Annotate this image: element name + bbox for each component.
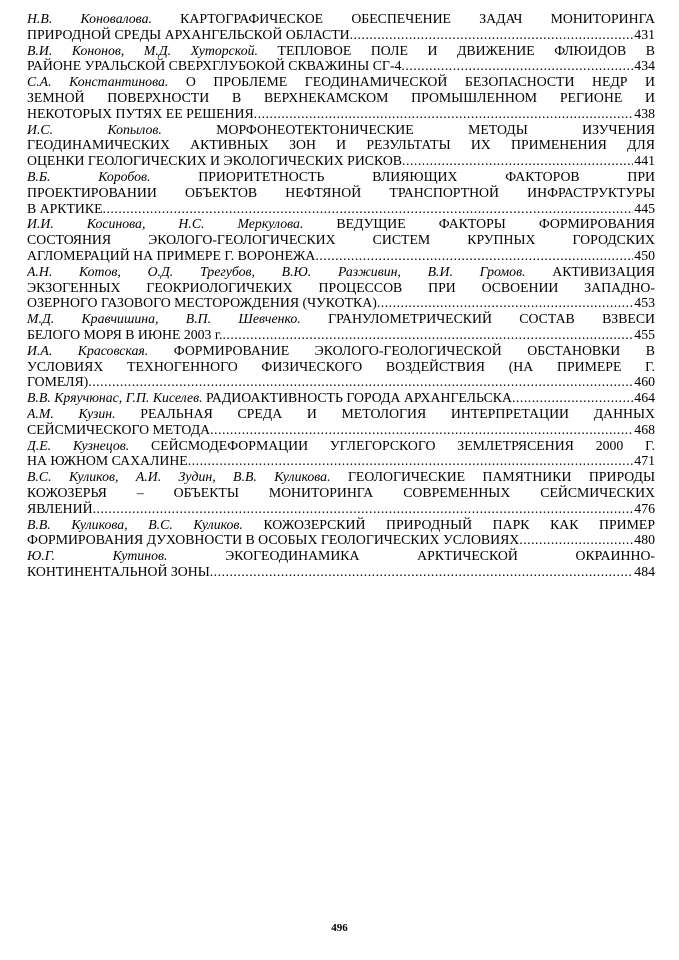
toc-entry-text bbox=[27, 248, 315, 264]
toc-entry-line bbox=[27, 485, 655, 501]
toc-entry bbox=[27, 517, 655, 549]
toc-entry-title: КОЖОЗЕРСКИЙ ПРИРОДНЫЙ ПАРК КАК ПРИМЕР bbox=[242, 516, 655, 532]
toc-entry-line bbox=[27, 548, 655, 564]
toc-entry-authors: В.В. Куликова, В.С. Куликов. bbox=[27, 516, 243, 532]
toc-entry-text bbox=[27, 564, 210, 580]
toc-entry-text bbox=[27, 327, 222, 343]
toc-entry-line bbox=[27, 453, 655, 469]
toc-leader-dots bbox=[377, 295, 633, 311]
toc-entry bbox=[27, 216, 655, 263]
toc-entry-title: ЯВЛЕНИЙ bbox=[27, 500, 93, 516]
toc-entry-title: СОСТОЯНИЯ ЭКОЛОГО-ГЕОЛОГИЧЕСКИХ СИСТЕМ КРУПНЫХ ГОРОДСКИХ bbox=[27, 232, 655, 248]
toc-entry-line bbox=[27, 422, 655, 438]
toc-entry-line bbox=[27, 122, 655, 138]
toc-entry-title: КОЖОЗЕРЬЯ – ОБЪЕКТЫ МОНИТОРИНГА СОВРЕМЕННЫХ СЕЙСМИЧЕСКИХ bbox=[27, 484, 655, 500]
toc-entry-line bbox=[27, 359, 655, 375]
toc-page-number: 445 bbox=[634, 200, 655, 216]
toc-entry-text bbox=[27, 201, 103, 217]
toc-leader-dots bbox=[519, 532, 633, 548]
toc-entry bbox=[27, 122, 655, 169]
toc-entry-authors: А.Н. Котов, О.Д. Трегубов, В.Ю. Разживин, В.И. Громов. bbox=[27, 263, 526, 279]
toc-page-number: 484 bbox=[634, 563, 655, 579]
toc-entry-line bbox=[27, 390, 655, 406]
toc-entry-title: ПРИОРИТЕТНОСТЬ ВЛИЯЮЩИХ ФАКТОРОВ ПРИ bbox=[150, 168, 655, 184]
toc-entry-title: ТЕПЛОВОЕ ПОЛЕ И ДВИЖЕНИЕ ФЛЮИДОВ В bbox=[257, 42, 655, 58]
toc-page-number: 464 bbox=[634, 390, 655, 406]
toc-page-number: 468 bbox=[634, 421, 655, 437]
toc-page-number: 453 bbox=[634, 295, 655, 311]
toc-entry-authors: С.А. Константинова. bbox=[27, 74, 169, 90]
toc-leader-dots bbox=[402, 153, 633, 169]
toc-entry bbox=[27, 343, 655, 390]
toc-entry-title: РАЙОНЕ УРАЛЬСКОЙ СВЕРХГЛУБОКОЙ СКВАЖИНЫ СГ-4 bbox=[27, 58, 402, 74]
toc-leader-dots bbox=[254, 106, 634, 122]
toc-entry-title: ЭКОГЕОДИНАМИКА АРКТИЧЕСКОЙ ОКРАИННО- bbox=[167, 548, 655, 564]
toc-leader-dots bbox=[315, 248, 633, 264]
toc-entry bbox=[27, 43, 655, 75]
toc-entry-title: ОЗЕРНОГО ГАЗОВОГО МЕСТОРОЖДЕНИЯ (ЧУКОТКА) bbox=[27, 295, 377, 311]
toc-entry-line bbox=[27, 137, 655, 153]
toc-entry-line bbox=[27, 232, 655, 248]
toc-entry-title: ГРАНУЛОМЕТРИЧЕСКИЙ СОСТАВ ВЗВЕСИ bbox=[300, 311, 655, 327]
toc-entry-line bbox=[27, 343, 655, 359]
toc-entry-title: УСЛОВИЯХ ТЕХНОГЕННОГО ФИЗИЧЕСКОГО ВОЗДЕЙСТВИЯ (НА ПРИМЕРЕ Г. bbox=[27, 358, 655, 374]
toc-entry-authors: В.С. Куликов, А.И. Зудин, В.В. Куликова. bbox=[27, 469, 331, 485]
toc-entry-authors: М.Д. Кравчишина, В.П. Шевченко. bbox=[27, 311, 301, 327]
toc-entry-title: В АРКТИКЕ bbox=[27, 200, 103, 216]
toc-page-number: 455 bbox=[634, 326, 655, 342]
toc-entry-title: ГОМЕЛЯ) bbox=[27, 374, 89, 390]
toc-entry bbox=[27, 469, 655, 516]
toc-entry-title: СЕЙСМОДЕФОРМАЦИИ УГЛЕГОРСКОГО ЗЕМЛЕТРЯСЕНИЯ 2000 Г. bbox=[129, 437, 655, 453]
toc-entry-authors: В.В. Кряучюнас, Г.П. Киселев. bbox=[27, 390, 203, 406]
toc-entry-line bbox=[27, 532, 655, 548]
toc-entry-text bbox=[27, 390, 512, 406]
toc-entry-line bbox=[27, 374, 655, 390]
toc-entry-authors: В.Б. Коробов. bbox=[27, 168, 151, 184]
toc-entry-title: РЕАЛЬНАЯ СРЕДА И МЕТОЛОГИЯ ИНТЕРПРЕТАЦИИ ДАННЫХ bbox=[115, 405, 655, 421]
toc-entry-line bbox=[27, 216, 655, 232]
toc-leader-dots bbox=[401, 58, 633, 74]
toc-entry-title: НА ЮЖНОМ САХАЛИНЕ bbox=[27, 453, 188, 469]
toc-entry-title: ЗЕМНОЙ ПОВЕРХНОСТИ В ВЕРХНЕКАМСКОМ ПРОМЫШЛЕННОМ РЕГИОНЕ И bbox=[27, 89, 655, 105]
toc-entry-line bbox=[27, 264, 655, 280]
toc-entry-title: ГЕОДИНАМИЧЕСКИХ АКТИВНЫХ ЗОН И РЕЗУЛЬТАТЫ ИХ ПРИМЕНЕНИЯ ДЛЯ bbox=[27, 137, 655, 153]
toc-entry-line bbox=[27, 90, 655, 106]
toc-entry bbox=[27, 11, 655, 43]
toc-entry-authors: И.А. Красовская. bbox=[27, 342, 149, 358]
toc-page-number: 471 bbox=[634, 453, 655, 469]
toc-entry-line bbox=[27, 74, 655, 90]
toc-entry-title: ЭКЗОГЕННЫХ ГЕОКРИОЛОГИЧЕКИХ ПРОЦЕССОВ ПРИ ОСВОЕНИИ ЗАПАДНО- bbox=[27, 279, 655, 295]
toc-entry-title: О ПРОБЛЕМЕ ГЕОДИНАМИЧЕСКОЙ БЕЗОПАСНОСТИ НЕДР И bbox=[168, 74, 655, 90]
toc-entry-line bbox=[27, 185, 655, 201]
toc-entry-text bbox=[27, 374, 88, 390]
toc-entry-title: АКТИВИЗАЦИЯ bbox=[525, 263, 655, 279]
toc-entry-line bbox=[27, 438, 655, 454]
toc-entry-authors: В.И. Кононов, М.Д. Хуторской. bbox=[27, 42, 258, 58]
table-of-contents bbox=[27, 11, 655, 580]
toc-entry-line bbox=[27, 469, 655, 485]
toc-entry-title: ФОРМИРОВАНИЕ ЭКОЛОГО-ГЕОЛОГИЧЕСКОЙ ОБСТАНОВКИ В bbox=[148, 342, 655, 358]
toc-entry-line bbox=[27, 327, 655, 343]
toc-entry-authors: И.С. Копылов. bbox=[27, 121, 162, 137]
toc-entry-line bbox=[27, 501, 655, 517]
toc-entry-text bbox=[27, 58, 401, 74]
toc-entry-authors: Д.Е. Кузнецов. bbox=[27, 437, 130, 453]
toc-entry-title: НЕКОТОРЫХ ПУТЯХ ЕЕ РЕШЕНИЯ bbox=[27, 105, 254, 121]
toc-entry-line bbox=[27, 58, 655, 74]
toc-entry-line bbox=[27, 311, 655, 327]
toc-entry-title: ПРИРОДНОЙ СРЕДЫ АРХАНГЕЛЬСКОЙ ОБЛАСТИ bbox=[27, 26, 350, 42]
toc-leader-dots bbox=[88, 374, 633, 390]
toc-leader-dots bbox=[222, 327, 633, 343]
toc-entry-text bbox=[27, 501, 93, 517]
toc-entry-title: ФОРМИРОВАНИЯ ДУХОВНОСТИ В ОСОБЫХ ГЕОЛОГИЧЕСКИХ УСЛОВИЯХ bbox=[27, 532, 520, 548]
toc-leader-dots bbox=[512, 390, 633, 406]
toc-entry-text bbox=[27, 106, 254, 122]
toc-entry-title: ПРОЕКТИРОВАНИИ ОБЪЕКТОВ НЕФТЯНОЙ ТРАНСПОРТНОЙ ИНФРАСТРУКТУРЫ bbox=[27, 184, 655, 200]
toc-entry-authors: И.И. Косинова, Н.С. Меркулова. bbox=[27, 216, 304, 232]
toc-entry-line bbox=[27, 153, 655, 169]
toc-entry-title: КАРТОГРАФИЧЕСКОЕ ОБЕСПЕЧЕНИЕ ЗАДАЧ МОНИТОРИНГА bbox=[151, 11, 655, 26]
toc-page-number: 441 bbox=[634, 153, 655, 169]
toc-entry-title: ГЕОЛОГИЧЕСКИЕ ПАМЯТНИКИ ПРИРОДЫ bbox=[330, 469, 655, 485]
toc-entry-line bbox=[27, 106, 655, 122]
toc-entry-title: КОНТИНЕНТАЛЬНОЙ ЗОНЫ bbox=[27, 563, 210, 579]
toc-entry-authors: Ю.Г. Кутинов. bbox=[27, 548, 168, 564]
toc-leader-dots bbox=[350, 27, 634, 43]
toc-leader-dots bbox=[103, 201, 634, 217]
toc-page-number: 450 bbox=[634, 247, 655, 263]
toc-entry-title: МОРФОНЕОТЕКТОНИЧЕСКИЕ МЕТОДЫ ИЗУЧЕНИЯ bbox=[161, 121, 655, 137]
toc-leader-dots bbox=[210, 564, 634, 580]
toc-entry bbox=[27, 390, 655, 406]
toc-entry-title: ОЦЕНКИ ГЕОЛОГИЧЕСКИХ И ЭКОЛОГИЧЕСКИХ РИСКОВ bbox=[27, 153, 403, 169]
toc-entry-line bbox=[27, 11, 655, 27]
toc-entry-title: БЕЛОГО МОРЯ В ИЮНЕ 2003 г. bbox=[27, 326, 223, 342]
toc-entry-line bbox=[27, 169, 655, 185]
toc-entry-text bbox=[27, 532, 519, 548]
toc-entry bbox=[27, 406, 655, 438]
toc-entry-text bbox=[27, 153, 402, 169]
toc-page-number: 460 bbox=[634, 374, 655, 390]
toc-entry bbox=[27, 74, 655, 121]
toc-entry-line bbox=[27, 248, 655, 264]
toc-entry-text bbox=[27, 453, 188, 469]
toc-entry-authors: Н.В. Коновалова. bbox=[27, 11, 152, 26]
toc-entry-line bbox=[27, 406, 655, 422]
toc-entry-line bbox=[27, 517, 655, 533]
toc-entry bbox=[27, 264, 655, 311]
toc-page-number: 434 bbox=[634, 58, 655, 74]
toc-entry-title: РАДИОАКТИВНОСТЬ ГОРОДА АРХАНГЕЛЬСКА bbox=[202, 390, 512, 406]
toc-leader-dots bbox=[93, 501, 634, 517]
toc-entry-text bbox=[27, 422, 210, 438]
toc-entry-line bbox=[27, 280, 655, 296]
toc-page-number: 431 bbox=[634, 26, 655, 42]
toc-entry-authors: А.М. Кузин. bbox=[27, 405, 116, 421]
toc-entry bbox=[27, 438, 655, 470]
toc-entry-line bbox=[27, 27, 655, 43]
toc-page-number: 476 bbox=[634, 500, 655, 516]
toc-entry-line bbox=[27, 201, 655, 217]
toc-page-number: 480 bbox=[634, 532, 655, 548]
toc-entry-title: АГЛОМЕРАЦИЙ НА ПРИМЕРЕ Г. ВОРОНЕЖА bbox=[27, 247, 316, 263]
toc-entry-text bbox=[27, 295, 377, 311]
toc-entry bbox=[27, 548, 655, 580]
toc-leader-dots bbox=[188, 453, 634, 469]
toc-entry-title: ВЕДУЩИЕ ФАКТОРЫ ФОРМИРОВАНИЯ bbox=[303, 216, 655, 232]
toc-entry-text bbox=[27, 27, 350, 43]
toc-leader-dots bbox=[210, 422, 633, 438]
toc-entry bbox=[27, 169, 655, 216]
toc-entry-line bbox=[27, 43, 655, 59]
toc-entry bbox=[27, 311, 655, 343]
toc-entry-title: СЕЙСМИЧЕСКОГО МЕТОДА bbox=[27, 421, 211, 437]
toc-page-number: 438 bbox=[634, 105, 655, 121]
toc-entry-line bbox=[27, 295, 655, 311]
page-number: 496 bbox=[331, 922, 348, 934]
toc-entry-line bbox=[27, 564, 655, 580]
